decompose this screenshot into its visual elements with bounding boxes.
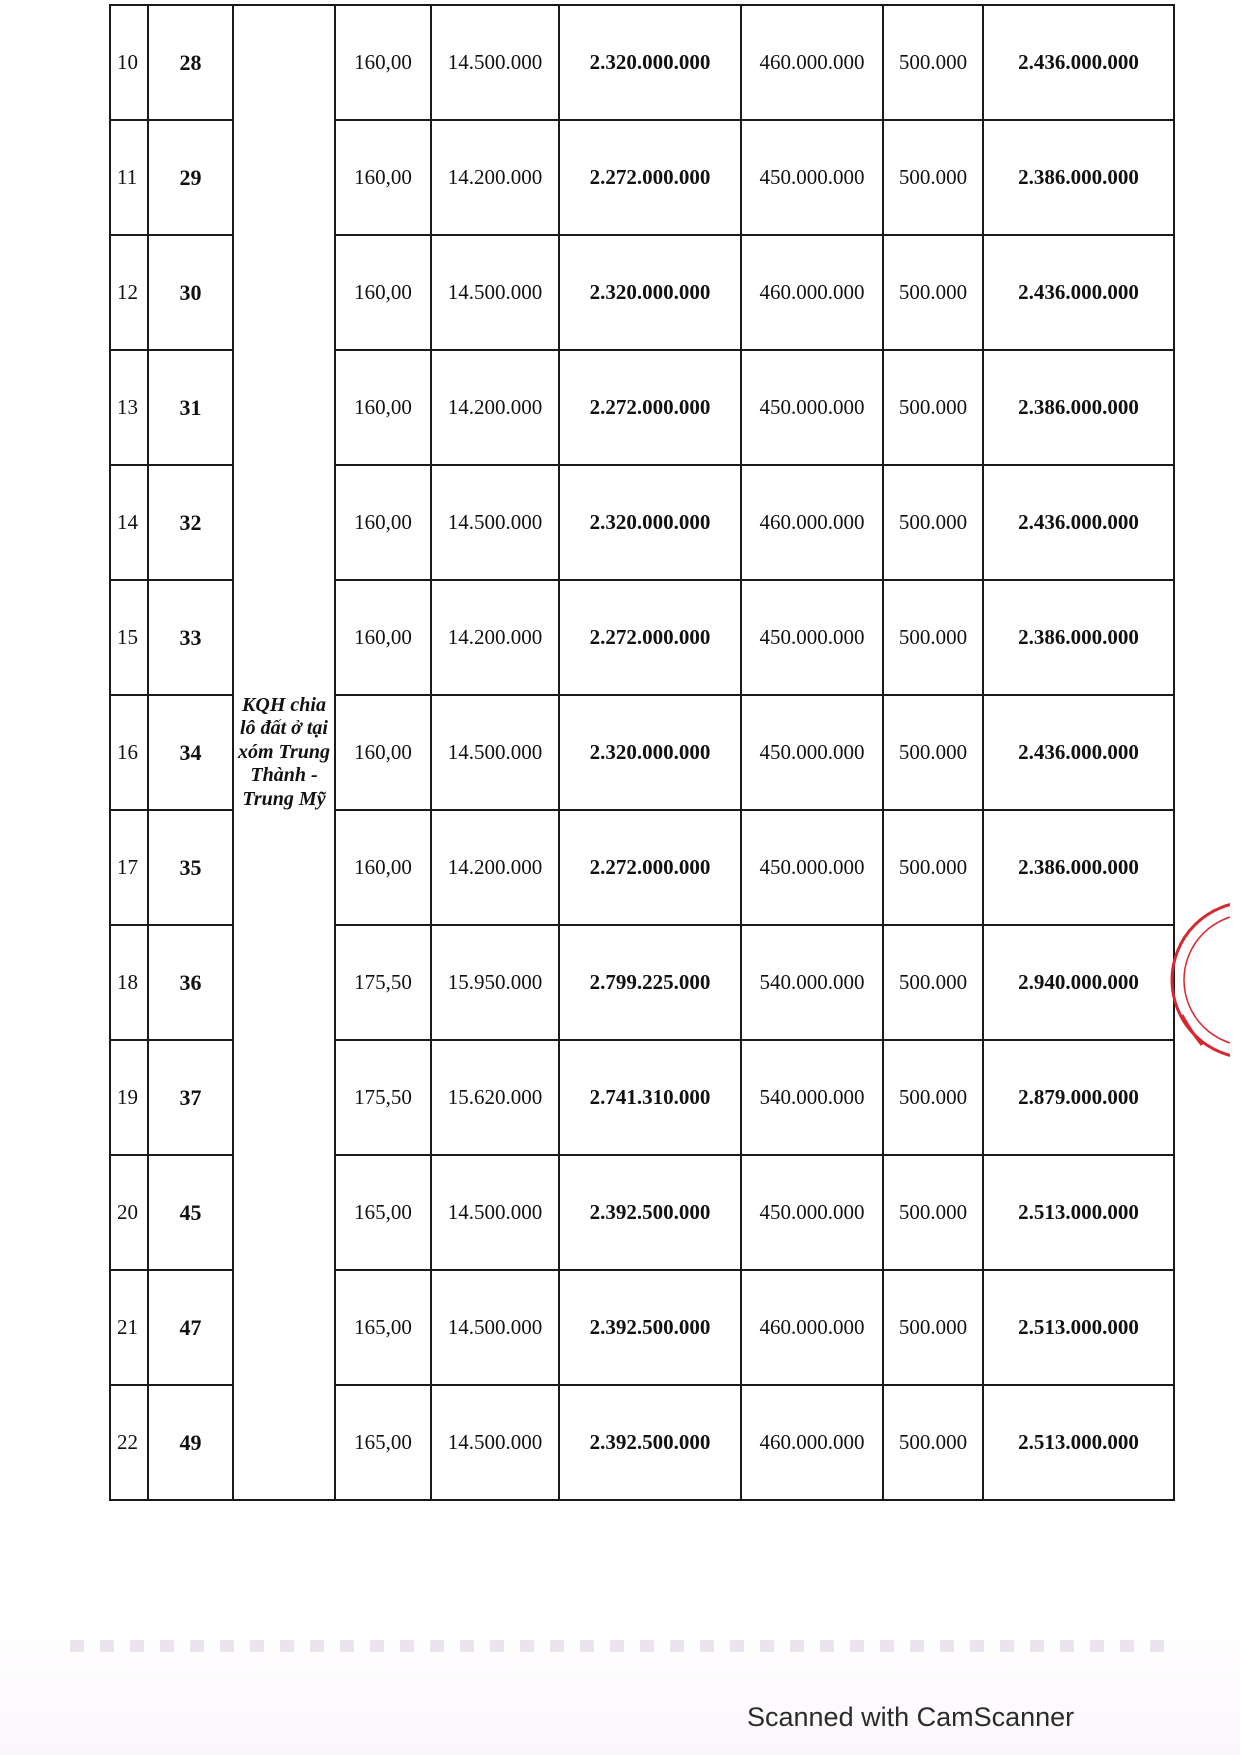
red-seal-stamp-icon — [1160, 895, 1230, 1065]
land-value-cell: 2.320.000.000 — [559, 465, 741, 580]
unit-price-cell: 14.500.000 — [431, 465, 559, 580]
fee-cell: 500.000 — [883, 1385, 983, 1500]
lot-number-cell: 45 — [148, 1155, 233, 1270]
fee-cell: 500.000 — [883, 235, 983, 350]
deposit-cell: 460.000.000 — [741, 1385, 883, 1500]
deposit-cell: 460.000.000 — [741, 1270, 883, 1385]
deposit-cell: 540.000.000 — [741, 925, 883, 1040]
land-value-cell: 2.799.225.000 — [559, 925, 741, 1040]
deposit-cell: 450.000.000 — [741, 695, 883, 810]
lot-number-cell: 29 — [148, 120, 233, 235]
row-number-cell: 14 — [110, 465, 148, 580]
deposit-cell: 460.000.000 — [741, 5, 883, 120]
row-number-cell: 19 — [110, 1040, 148, 1155]
deposit-cell: 450.000.000 — [741, 810, 883, 925]
table-row — [110, 5, 1174, 120]
area-cell: 175,50 — [335, 1040, 431, 1155]
area-cell: 160,00 — [335, 5, 431, 120]
unit-price-cell: 15.620.000 — [431, 1040, 559, 1155]
unit-price-cell: 14.500.000 — [431, 1155, 559, 1270]
lot-number-cell: 35 — [148, 810, 233, 925]
total-cell: 2.386.000.000 — [983, 120, 1174, 235]
land-value-cell: 2.392.500.000 — [559, 1270, 741, 1385]
lot-number-cell: 28 — [148, 5, 233, 120]
unit-price-cell: 14.500.000 — [431, 5, 559, 120]
row-number-cell: 12 — [110, 235, 148, 350]
area-cell: 160,00 — [335, 695, 431, 810]
area-cell: 160,00 — [335, 235, 431, 350]
land-value-cell: 2.392.500.000 — [559, 1385, 741, 1500]
deposit-cell: 450.000.000 — [741, 120, 883, 235]
deposit-cell: 450.000.000 — [741, 350, 883, 465]
total-cell: 2.879.000.000 — [983, 1040, 1174, 1155]
row-number-cell: 22 — [110, 1385, 148, 1500]
lot-number-cell: 33 — [148, 580, 233, 695]
row-number-cell: 16 — [110, 695, 148, 810]
unit-price-cell: 14.200.000 — [431, 580, 559, 695]
area-cell: 160,00 — [335, 810, 431, 925]
row-number-cell: 21 — [110, 1270, 148, 1385]
fee-cell: 500.000 — [883, 465, 983, 580]
lot-number-cell: 32 — [148, 465, 233, 580]
fee-cell: 500.000 — [883, 120, 983, 235]
total-cell: 2.436.000.000 — [983, 235, 1174, 350]
total-cell: 2.436.000.000 — [983, 5, 1174, 120]
fee-cell: 500.000 — [883, 350, 983, 465]
unit-price-cell: 14.200.000 — [431, 810, 559, 925]
row-number-cell: 20 — [110, 1155, 148, 1270]
land-value-cell: 2.320.000.000 — [559, 695, 741, 810]
total-cell: 2.386.000.000 — [983, 810, 1174, 925]
land-value-cell: 2.272.000.000 — [559, 810, 741, 925]
row-number-cell: 18 — [110, 925, 148, 1040]
land-table-body — [110, 5, 1174, 1500]
fee-cell: 500.000 — [883, 5, 983, 120]
area-cell: 175,50 — [335, 925, 431, 1040]
deposit-cell: 450.000.000 — [741, 1155, 883, 1270]
lot-number-cell: 34 — [148, 695, 233, 810]
land-value-cell: 2.272.000.000 — [559, 120, 741, 235]
deposit-cell: 450.000.000 — [741, 580, 883, 695]
lot-number-cell: 36 — [148, 925, 233, 1040]
land-value-cell: 2.320.000.000 — [559, 5, 741, 120]
fee-cell: 500.000 — [883, 810, 983, 925]
area-cell: 165,00 — [335, 1270, 431, 1385]
row-number-cell: 11 — [110, 120, 148, 235]
land-value-cell: 2.741.310.000 — [559, 1040, 741, 1155]
camscanner-watermark: Scanned with CamScanner — [747, 1702, 1075, 1732]
area-cell: 160,00 — [335, 120, 431, 235]
row-number-cell: 15 — [110, 580, 148, 695]
row-number-cell: 10 — [110, 5, 148, 120]
deposit-cell: 460.000.000 — [741, 235, 883, 350]
lot-number-cell: 31 — [148, 350, 233, 465]
area-cell: 160,00 — [335, 580, 431, 695]
unit-price-cell: 14.500.000 — [431, 1385, 559, 1500]
deposit-cell: 540.000.000 — [741, 1040, 883, 1155]
lot-number-cell: 47 — [148, 1270, 233, 1385]
fee-cell: 500.000 — [883, 580, 983, 695]
land-value-cell: 2.272.000.000 — [559, 350, 741, 465]
lot-number-cell: 37 — [148, 1040, 233, 1155]
area-cell: 160,00 — [335, 465, 431, 580]
unit-price-cell: 15.950.000 — [431, 925, 559, 1040]
fee-cell: 500.000 — [883, 1155, 983, 1270]
total-cell: 2.386.000.000 — [983, 580, 1174, 695]
location-cell: KQH chia lô đất ở tại xóm Trung Thành - Trung Mỹ — [233, 5, 335, 1500]
total-cell: 2.513.000.000 — [983, 1155, 1174, 1270]
land-price-table — [109, 4, 1175, 1501]
unit-price-cell: 14.500.000 — [431, 235, 559, 350]
total-cell: 2.513.000.000 — [983, 1385, 1174, 1500]
unit-price-cell: 14.500.000 — [431, 1270, 559, 1385]
total-cell: 2.386.000.000 — [983, 350, 1174, 465]
fee-cell: 500.000 — [883, 925, 983, 1040]
land-value-cell: 2.320.000.000 — [559, 235, 741, 350]
unit-price-cell: 14.200.000 — [431, 120, 559, 235]
area-cell: 160,00 — [335, 350, 431, 465]
total-cell: 2.940.000.000 — [983, 925, 1174, 1040]
area-cell: 165,00 — [335, 1155, 431, 1270]
row-number-cell: 17 — [110, 810, 148, 925]
row-number-cell: 13 — [110, 350, 148, 465]
fee-cell: 500.000 — [883, 1040, 983, 1155]
unit-price-cell: 14.200.000 — [431, 350, 559, 465]
land-value-cell: 2.272.000.000 — [559, 580, 741, 695]
total-cell: 2.436.000.000 — [983, 695, 1174, 810]
fee-cell: 500.000 — [883, 695, 983, 810]
deposit-cell: 460.000.000 — [741, 465, 883, 580]
area-cell: 165,00 — [335, 1385, 431, 1500]
lot-number-cell: 30 — [148, 235, 233, 350]
land-value-cell: 2.392.500.000 — [559, 1155, 741, 1270]
total-cell: 2.513.000.000 — [983, 1270, 1174, 1385]
unit-price-cell: 14.500.000 — [431, 695, 559, 810]
fee-cell: 500.000 — [883, 1270, 983, 1385]
scan-artifact-band — [70, 1640, 1180, 1652]
lot-number-cell: 49 — [148, 1385, 233, 1500]
total-cell: 2.436.000.000 — [983, 465, 1174, 580]
